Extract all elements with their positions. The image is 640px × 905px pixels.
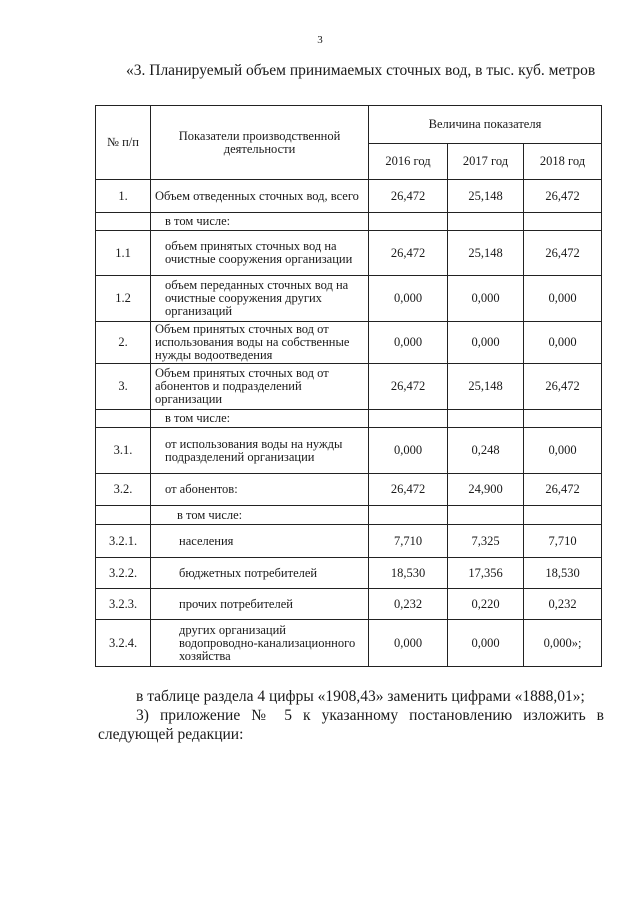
page-number: 3 bbox=[317, 34, 323, 46]
value-2018: 26,472 bbox=[524, 180, 602, 213]
row-label: в том числе: bbox=[151, 213, 369, 231]
table-row bbox=[96, 474, 602, 506]
row-label: объем принятых сточных вод на очистные сооружения организации bbox=[151, 231, 369, 276]
row-label: от абонентов: bbox=[151, 474, 369, 506]
value-2016: 26,472 bbox=[369, 364, 448, 410]
row-number: 3. bbox=[96, 364, 151, 410]
table-row bbox=[96, 589, 602, 620]
value-2016: 26,472 bbox=[369, 231, 448, 276]
value-2018 bbox=[524, 506, 602, 525]
value-2018: 0,000 bbox=[524, 276, 602, 322]
row-number: 1.2 bbox=[96, 276, 151, 322]
value-2017: 7,325 bbox=[448, 525, 524, 558]
value-2017: 0,000 bbox=[448, 620, 524, 667]
value-2016: 7,710 bbox=[369, 525, 448, 558]
value-2017: 25,148 bbox=[448, 364, 524, 410]
appendix-paragraph-line-1: 3) приложение № 5 к указанному постановлению изложить в bbox=[136, 707, 604, 724]
value-2016: 0,000 bbox=[369, 428, 448, 474]
value-2018: 0,232 bbox=[524, 589, 602, 620]
value-2016: 0,000 bbox=[369, 620, 448, 667]
table-row bbox=[96, 322, 602, 364]
row-label: Объем принятых сточных вод от использования воды на собственные нужды водоотведения bbox=[151, 322, 369, 364]
value-2016 bbox=[369, 410, 448, 428]
value-2017: 25,148 bbox=[448, 231, 524, 276]
row-label: объем переданных сточных вод на очистные сооружения других организаций bbox=[151, 276, 369, 322]
value-2018: 7,710 bbox=[524, 525, 602, 558]
row-number: 3.2.4. bbox=[96, 620, 151, 667]
value-2018: 0,000 bbox=[524, 428, 602, 474]
value-2018: 26,472 bbox=[524, 474, 602, 506]
table-row bbox=[96, 410, 602, 428]
row-label: в том числе: bbox=[151, 506, 369, 525]
row-label: населения bbox=[151, 525, 369, 558]
table-row bbox=[96, 364, 602, 410]
value-2018 bbox=[524, 410, 602, 428]
value-2018: 0,000 bbox=[524, 322, 602, 364]
value-2017 bbox=[448, 410, 524, 428]
value-2016: 18,530 bbox=[369, 558, 448, 589]
value-2017: 25,148 bbox=[448, 180, 524, 213]
header-value: Величина показателя bbox=[369, 106, 602, 144]
value-2016: 26,472 bbox=[369, 180, 448, 213]
row-number: 1. bbox=[96, 180, 151, 213]
row-label: в том числе: bbox=[151, 410, 369, 428]
row-label: других организаций водопроводно-канализационного хозяйства bbox=[151, 620, 369, 667]
row-label: Объем отведенных сточных вод, всего bbox=[151, 180, 369, 213]
value-2016: 0,000 bbox=[369, 322, 448, 364]
row-label: бюджетных потребителей bbox=[151, 558, 369, 589]
value-2017: 0,248 bbox=[448, 428, 524, 474]
row-number: 3.2.2. bbox=[96, 558, 151, 589]
header-year-2017: 2017 год bbox=[448, 144, 524, 180]
value-2016 bbox=[369, 213, 448, 231]
value-2018: 26,472 bbox=[524, 231, 602, 276]
row-label: прочих потребителей bbox=[151, 589, 369, 620]
value-2018: 0,000»; bbox=[524, 620, 602, 667]
value-2016: 0,232 bbox=[369, 589, 448, 620]
value-2018 bbox=[524, 213, 602, 231]
row-number: 3.2.3. bbox=[96, 589, 151, 620]
value-2016: 0,000 bbox=[369, 276, 448, 322]
value-2017: 0,000 bbox=[448, 322, 524, 364]
row-number: 3.2. bbox=[96, 474, 151, 506]
value-2016 bbox=[369, 506, 448, 525]
value-2017 bbox=[448, 213, 524, 231]
table-row bbox=[96, 180, 602, 213]
header-number: № п/п bbox=[96, 106, 151, 180]
value-2018: 26,472 bbox=[524, 364, 602, 410]
wastewater-table bbox=[95, 105, 602, 667]
table-row bbox=[96, 620, 602, 667]
header-year-2018: 2018 год bbox=[524, 144, 602, 180]
value-2017: 24,900 bbox=[448, 474, 524, 506]
value-2016: 26,472 bbox=[369, 474, 448, 506]
table-heading: «3. Планируемый объем принимаемых сточных вод, в тыс. куб. метров bbox=[126, 62, 596, 79]
row-label: Объем принятых сточных вод от абонентов и подразделений организации bbox=[151, 364, 369, 410]
row-number: 1.1 bbox=[96, 231, 151, 276]
amendment-paragraph: в таблице раздела 4 цифры «1908,43» заменить цифрами «1888,01»; bbox=[136, 688, 585, 705]
table-row bbox=[96, 525, 602, 558]
value-2017: 0,220 bbox=[448, 589, 524, 620]
value-2017: 17,356 bbox=[448, 558, 524, 589]
table-row bbox=[96, 213, 602, 231]
value-2017 bbox=[448, 506, 524, 525]
appendix-paragraph-line-2: следующей редакции: bbox=[98, 726, 244, 743]
table-row bbox=[96, 231, 602, 276]
table-row bbox=[96, 428, 602, 474]
row-number bbox=[96, 213, 151, 231]
row-number: 2. bbox=[96, 322, 151, 364]
row-number: 3.1. bbox=[96, 428, 151, 474]
row-number bbox=[96, 506, 151, 525]
header-indicator: Показатели производственной деятельности bbox=[151, 106, 369, 180]
table-row bbox=[96, 506, 602, 525]
appendix-paragraph bbox=[98, 706, 604, 744]
row-number bbox=[96, 410, 151, 428]
header-year-2016: 2016 год bbox=[369, 144, 448, 180]
row-label: от использования воды на нужды подразделений организации bbox=[151, 428, 369, 474]
row-number: 3.2.1. bbox=[96, 525, 151, 558]
table-row bbox=[96, 558, 602, 589]
table-row bbox=[96, 276, 602, 322]
value-2018: 18,530 bbox=[524, 558, 602, 589]
value-2017: 0,000 bbox=[448, 276, 524, 322]
